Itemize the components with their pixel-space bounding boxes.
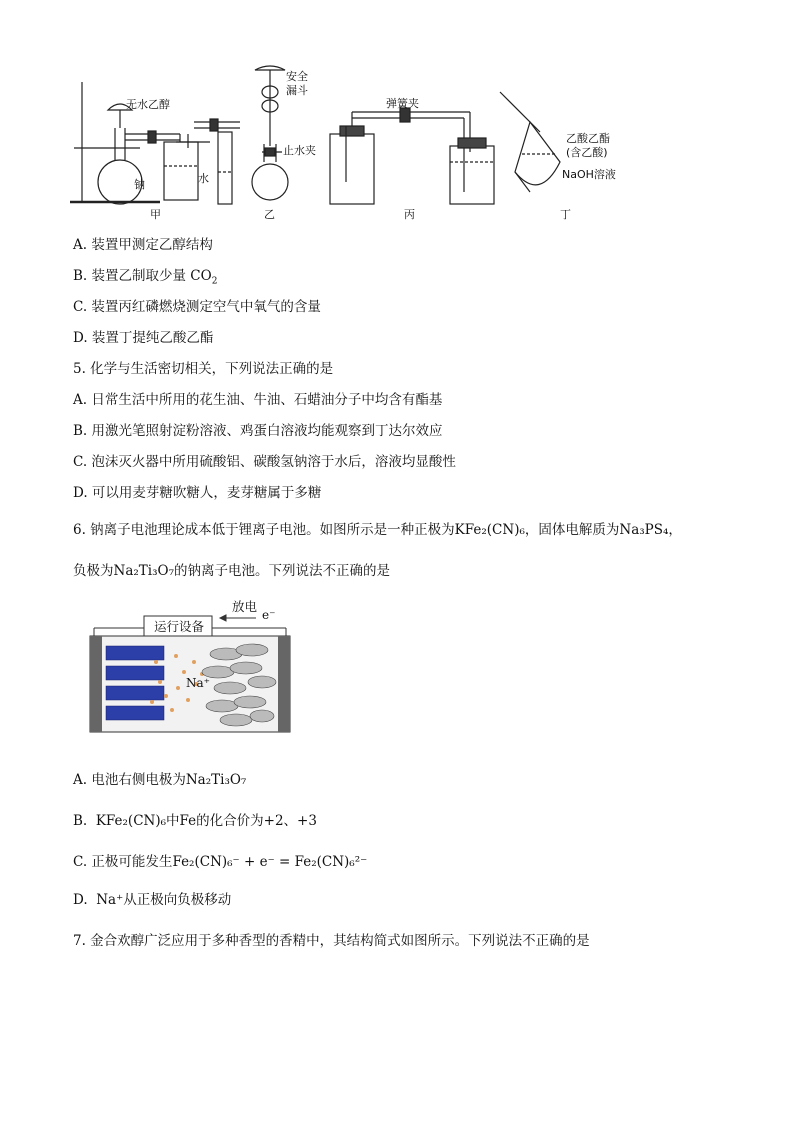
q5-option-b: B. 用激光笔照射淀粉溶液、鸡蛋白溶液均能观察到丁达尔效应 — [73, 423, 443, 439]
apparatus-yi-caption: 乙 — [264, 208, 275, 221]
q6-option-d-prefix: D. — [73, 892, 88, 908]
q4-option-b — [73, 267, 217, 285]
apparatus-ding-caption: 丁 — [560, 208, 571, 221]
q6-option-b-formula: KFe₂(CN)₆ — [95, 813, 167, 829]
funnel-label-2: 漏斗 — [286, 84, 308, 97]
q6-option-a-formula: Na₂Ti₃O₇ — [185, 772, 247, 788]
sodium-label: 钠 — [134, 178, 145, 191]
battery-device-label: 运行设备 — [154, 619, 205, 634]
q4-option-d: D. 装置丁提纯乙酸乙酯 — [73, 330, 214, 346]
funnel-label-1: 安全 — [286, 70, 308, 83]
battery-discharge-label: 放电 — [232, 599, 258, 614]
q6-stem-text-5: 的钠离子电池。下列说法不正确的是 — [174, 563, 390, 579]
battery-ion-label: Na⁺ — [186, 676, 210, 690]
q4-option-c: C. 装置丙红磷燃烧测定空气中氧气的含量 — [73, 299, 321, 315]
q6-option-c-text: C. 正极可能发生 — [73, 854, 173, 870]
q6-option-d — [73, 891, 231, 909]
q6-stem-text-4: 负极为 — [73, 563, 114, 579]
q6-formula-anode: Na₂Ti₃O₇ — [113, 563, 174, 579]
q6-option-b — [73, 812, 317, 830]
q6-option-b-prefix: B. — [73, 813, 88, 829]
apparatus-bing-caption: 丙 — [404, 208, 415, 221]
q7-stem: 7. 金合欢醇广泛应用于多种香型的香精中，其结构简式如图所示。下列说法不正确的是 — [73, 933, 590, 949]
q6-stem-text-1: 6. 钠离子电池理论成本低于锂离子电池。如图所示是一种正极为 — [73, 522, 455, 538]
clamp-label: 止水夹 — [283, 144, 316, 157]
q6-option-d-formula: Na⁺ — [96, 892, 124, 908]
q6-option-d-rest: 从正极向负极移动 — [123, 892, 232, 908]
spring-clip-label: 弹簧夹 — [386, 97, 419, 110]
q6-stem-line2 — [73, 562, 390, 580]
apparatus-yi-drawing — [252, 66, 288, 200]
q6-option-a-text: A. 电池右侧电极为 — [73, 772, 186, 788]
q6-option-c-formula: Fe₂(CN)₆⁻ + e⁻ = Fe₂(CN)₆²⁻ — [172, 854, 368, 870]
apparatus-jia-caption: 甲 — [150, 208, 161, 221]
q6-option-c — [73, 853, 367, 871]
q4-option-b-sub: 2 — [211, 276, 218, 287]
q6-formula-electrolyte: Na₃PS₄ — [619, 522, 669, 538]
ethanol-label: 无水乙醇 — [126, 98, 170, 111]
naoh-label: NaOH溶液 — [562, 168, 616, 181]
q6-option-b-rest: 中Fe的化合价为+2、+3 — [166, 813, 317, 829]
q5-stem: 5. 化学与生活密切相关，下列说法正确的是 — [73, 361, 334, 377]
q5-option-a: A. 日常生活中所用的花生油、牛油、石蜡油分子中均含有酯基 — [73, 392, 443, 408]
q6-formula-cathode: KFe₂(CN)₆ — [454, 522, 525, 538]
ester-label-1: 乙酸乙酯 — [566, 132, 610, 145]
q4-option-b-text: B. 装置乙制取少量 CO — [73, 268, 212, 284]
apparatus-bing-drawing — [330, 108, 494, 204]
apparatus-ding-drawing — [500, 92, 560, 192]
battery-electron-label: e⁻ — [262, 608, 276, 622]
q5-option-c: C. 泡沫灭火器中所用硫酸铝、碳酸氢钠溶于水后，溶液均显酸性 — [73, 454, 456, 470]
q6-stem-text-3: ， — [668, 522, 682, 538]
q4-option-a: A. 装置甲测定乙醇结构 — [73, 237, 213, 253]
ester-label-2: (含乙酸) — [566, 146, 608, 159]
q6-option-a — [73, 771, 246, 789]
water-label: 水 — [198, 172, 209, 185]
q6-stem-line1 — [73, 521, 682, 539]
q5-option-d: D. 可以用麦芽糖吹糖人，麦芽糖属于多糖 — [73, 485, 322, 501]
q6-stem-text-2: ，固体电解质为 — [524, 522, 620, 538]
